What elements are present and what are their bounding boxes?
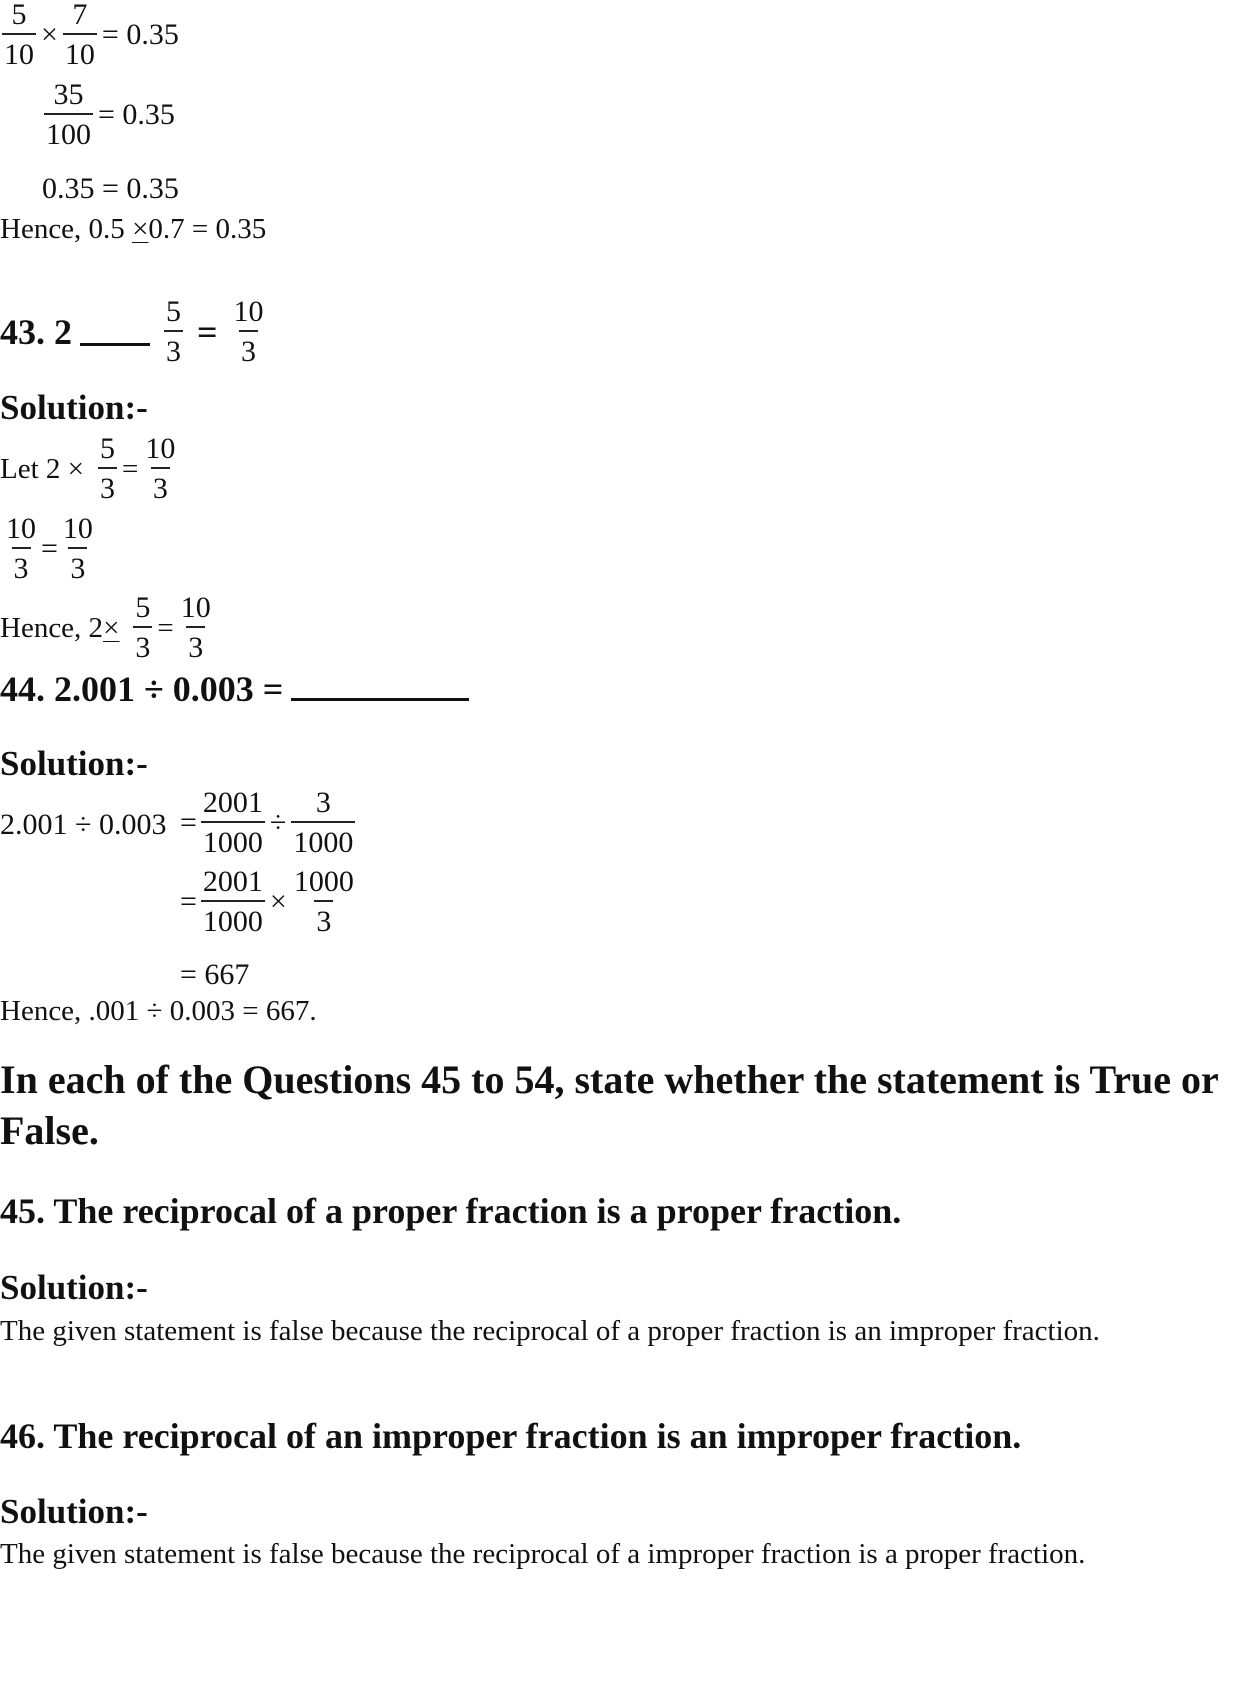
fraction: $\frac{5}{3}$	[166, 295, 181, 368]
fraction: $\frac{3}{1000}$	[293, 786, 354, 859]
equation-line-1	[2, 0, 184, 70]
check-line: $\frac{10}{3}$ = $\frac{10}{3}$	[6, 512, 93, 585]
section-heading: In each of the Questions 45 to 54, state whether the statement is True or False.	[0, 1057, 1219, 1153]
solution-heading: Solution:-	[0, 388, 148, 427]
fraction: $\frac{5}{10}$	[4, 0, 34, 71]
times-sign: ×	[41, 18, 58, 51]
fraction: $\frac{10}{3}$	[180, 591, 211, 664]
equation-rhs: = 0.35	[101, 18, 179, 51]
fraction: $\frac{2001}{1000}$	[202, 865, 263, 938]
fraction: $\frac{2001}{1000}$	[202, 786, 263, 859]
fraction: $\frac{10}{3}$	[145, 432, 176, 505]
fraction: $\frac{5}{3}$	[135, 591, 151, 664]
division-step-1: = $\frac{2001}{1000}$ ÷ $\frac{3}{1000}$	[180, 786, 354, 859]
question-43: 43. 2 $\frac{5}{3}$ = $\frac{10}{3}$	[0, 295, 264, 368]
fraction: $\frac{7}{10}$	[64, 0, 95, 71]
division-result: = 667	[180, 958, 250, 991]
let-line: Let 2 × $\frac{5}{3}$ = $\frac{10}{3}$	[0, 432, 176, 505]
division-step-2: = $\frac{2001}{1000}$ × $\frac{1000}{3}$	[180, 865, 354, 938]
equation-rhs: = 0.35	[98, 98, 175, 131]
solution-text: The given statement is false because the reciprocal of a improper fraction is a proper fraction.	[0, 1538, 1086, 1570]
solution-heading: Solution:-	[0, 744, 148, 783]
question-45: 45. The reciprocal of a proper fraction is a proper fraction.	[0, 1191, 902, 1231]
solution-heading: Solution:-	[0, 1492, 148, 1531]
fraction: $\frac{10}{3}$	[62, 512, 93, 585]
hence-line: Hence, .001 ÷ 0.003 = 667.	[0, 995, 317, 1027]
fraction: $\frac{5}{3}$	[100, 432, 115, 505]
hence-line: Hence, 2 × $\frac{5}{3}$ = $\frac{10}{3}$	[0, 591, 211, 664]
fraction: $\frac{10}{3}$	[233, 295, 264, 368]
answer-blank	[80, 319, 150, 346]
division-lhs: 2.001 ÷ 0.003	[0, 808, 167, 841]
solution-heading: Solution:-	[0, 1268, 148, 1307]
question-46: 46. The reciprocal of an improper fraction is an improper fraction.	[0, 1416, 1022, 1456]
fraction: $\frac{35}{100}$	[46, 78, 91, 151]
answer-blank	[291, 674, 469, 701]
equation-line-2	[44, 80, 180, 150]
equation-line-3: 0.35 = 0.35	[42, 172, 179, 205]
question-44: 44. 2.001 ÷ 0.003 =	[0, 668, 469, 710]
solution-text: The given statement is false because the reciprocal of a proper fraction is an improper fraction.	[0, 1315, 1100, 1347]
fraction: $\frac{10}{3}$	[6, 512, 36, 585]
fraction: $\frac{1000}{3}$	[293, 865, 354, 938]
hence-line: Hence, 0.5 ×0.7 = 0.35	[0, 213, 267, 245]
